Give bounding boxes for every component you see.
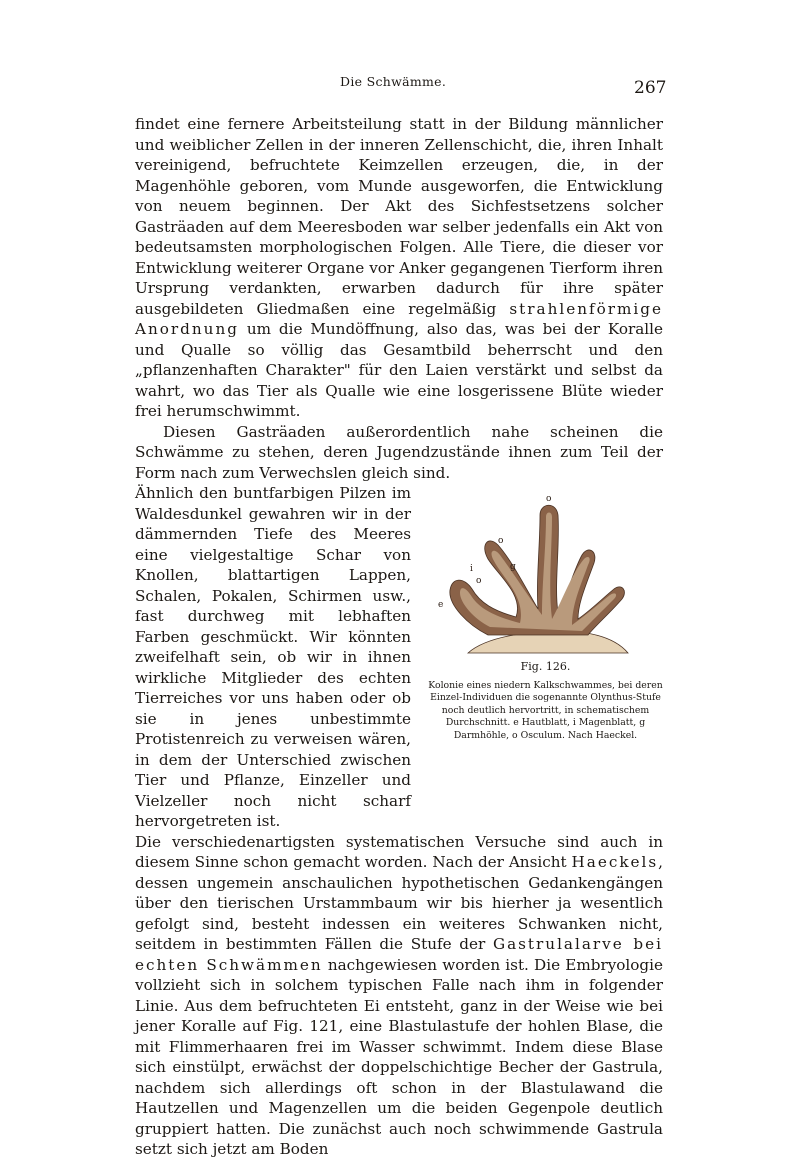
page-number: 267 — [634, 78, 667, 98]
figure-caption: Kolonie eines niedern Kalkschwammes, bei deren Einzel-Individuen die sogenannte Olynthus-Stufe noch deutlich hervortritt, in schematischem Durchschnitt. e Hautblatt, i Magenblatt, g Darmhöhle, o Osculum. Nach Haeckel. — [428, 679, 663, 741]
label-o-mid: o — [498, 536, 504, 546]
label-o-top: o — [546, 494, 552, 504]
body-text — [135, 114, 663, 1160]
running-head: Die Schwämme. — [340, 74, 447, 89]
paragraph-2-wrapped: Ähnlich den buntfarbigen Pilzen im Waldesdunkel gewahren wir in der dämmernden Tiefe des Meeres eine vielgestaltige Schar von Knollen, blattartigen Lappen, Schalen, Pokalen, Schirmen usw., fast durchweg mit lebhaften Farben geschmückt. Wir könnten zweifelhaft sein, ob wir in ihnen wirkliche Mitglieder des echten Tierreiches vor uns haben oder ob sie in jenes unbestimmte Protistenreich zu verweisen wären, in dem der Unterschied zwischen Tier und Pflanze, Einzeller und Vielzeller noch nicht scharf hervorgetreten ist. — [135, 484, 411, 830]
paragraph-2-part-c: nachgewiesen worden ist. Die Embryologie vollzieht sich in solchem typischen Falle nach ihm in folgender Linie. Aus dem befruchteten Ei entsteht, ganz in der Weise wie bei jener Koralle auf Fig. 121, eine Blastulastufe der hohlen Blase, die mit Flimmerhaaren frei im Wasser schwimmt. Indem diese Blase sich einstülpt, erwächst der doppelschichtige Becher der Gastrula, nachdem sich allerdings oft schon in der Blastulawand die Hautzellen und Magenzellen um die beiden Gegenpole deutlich gruppiert hatten. Die zunächst auch noch schwimmende Gastrula setzt sich jetzt am Boden — [135, 955, 663, 1158]
label-o-left: o — [476, 576, 482, 586]
paragraph-2-continuation — [135, 832, 663, 1160]
label-e: e — [438, 600, 444, 610]
paragraph-2-part-a: Die verschiedenartigsten systematischen Versuche sind auch in diesem Sinne schon gemacht worden. Nach der Ansicht — [135, 832, 663, 871]
label-g: g — [510, 562, 516, 572]
spaced-emphasis: strahlenförmige Anordnung — [135, 299, 663, 338]
figure-126 — [428, 485, 663, 742]
spaced-term-gastrula: Gastrulalarve bei echten Schwämmen — [135, 935, 663, 974]
sponge-colony-illustration — [428, 485, 663, 655]
wrapped-text-column — [135, 483, 411, 832]
paragraph-2-lead: Diesen Gasträaden außerordentlich nahe scheinen die Schwämme zu stehen, deren Jugendzustände ihnen zum Teil der Form nach zum Verwechslen gleich sind. — [135, 422, 663, 482]
paragraph-1 — [135, 114, 663, 422]
spaced-name-haeckel: Haeckels — [571, 853, 659, 871]
figure-label: Fig. 126. — [520, 660, 571, 673]
paragraph-2-part-b: , dessen ungemein anschaulichen hypothetischen Gedankengängen über den tierischen Urstammbaum wir bis hierher ja wesentlich gefolgt sind, besteht indessen ein weiteres Schwanken nicht, seitdem in bestimmten Fällen die Stufe der — [135, 853, 663, 953]
paragraph-1-rest: um die Mundöffnung, also das, was bei der Koralle und Qualle so völlig das Gesamtbild beherrscht und den „pflanzenhaften Charakter" für den Laien verstärkt und selbst da wahrt, wo das Tier als Qualle wie eine losgerissene Blüte wieder frei herumschwimmt. — [135, 320, 664, 420]
paragraph-1-text: findet eine fernere Arbeitsteilung statt in der Bildung männlicher und weiblicher Zellen in der inneren Zellenschicht, die, ihren Inhalt vereinigend, befruchtete Keimzellen erzeugen, die, in der Magenhöhle geboren, vom Munde ausgeworfen, die Entwicklung von neuem beginnen. Der Akt des Sichfestsetzens solcher Gasträaden auf dem Meeresboden war selber jedenfalls ein Akt von bedeutsamsten morphologischen Folgen. Alle Tiere, die dieser vor Entwicklung weiterer Organe vor Anker gegangenen Tierform ihren Ursprung verdankten, erwarben dadurch für ihre später ausgebildeten Gliedmaßen eine regelmäßig — [135, 115, 663, 318]
label-i: i — [470, 564, 473, 574]
